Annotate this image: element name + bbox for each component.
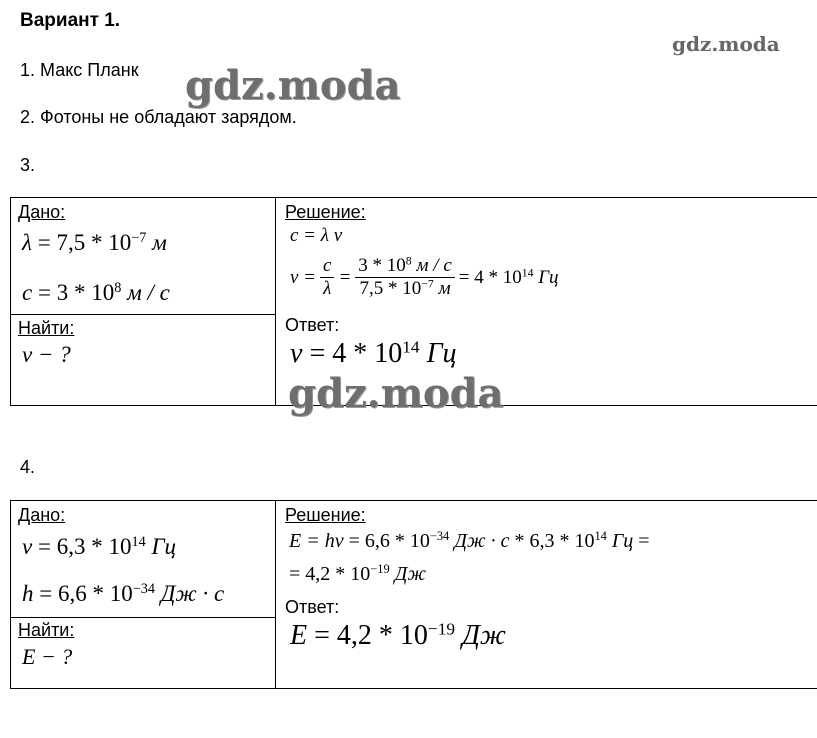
- task-3-formula-2: ν = $\frac{c}{\lambda}$ = $\frac{3 * 10^8 м / с}{7,5 * 10^{-7} м}$ = $4 * 10^{14}$ Гц: [290, 254, 559, 299]
- task-4-number: 4.: [20, 457, 36, 477]
- task-3-solution-label: Решение:: [285, 202, 366, 222]
- watermark-top: gdz.moda: [185, 62, 401, 109]
- task-4-given-frequency: $\nu = 6,3 * 10^{14}$ Гц: [22, 534, 177, 559]
- task-4-find-value: E − ?: [22, 644, 73, 669]
- task-4-given-label: Дано:: [18, 505, 66, 525]
- task-3-find-label: Найти:: [18, 318, 75, 338]
- task-4-answer-value: $E = 4,2 * 10^{-19}$ Дж: [290, 619, 506, 651]
- page-title: Вариант 1.: [20, 10, 121, 31]
- task-3-given-speed: $c = 3 * 10^8$ м / с: [22, 280, 170, 305]
- task-3-answer-label: Ответ:: [285, 315, 340, 335]
- task-4-given-planck: $h = 6,6 * 10^{-34}$ Дж · с: [22, 581, 225, 606]
- answer-1: 1. Макс Планк: [20, 60, 139, 80]
- task-3-given-label: Дано:: [18, 202, 66, 222]
- answer-2: 2. Фотоны не обладают зарядом.: [20, 107, 297, 127]
- watermark-top-right: gdz.moda: [672, 32, 780, 56]
- task-3-given-wavelength: $\lambda = 7,5 * 10^{-7}$ м: [22, 230, 167, 255]
- task-3-formula-1: c = λ ν: [290, 225, 343, 246]
- task-4-find-label: Найти:: [18, 620, 75, 640]
- task-4-divider: [275, 500, 276, 689]
- task-4-solution-label: Решение:: [285, 505, 366, 525]
- task-3-given-find-divider: [10, 314, 276, 315]
- task-3-answer-value: $\nu = 4 * 10^{14}$ Гц: [290, 337, 457, 369]
- watermark-middle: gdz.moda: [288, 370, 504, 417]
- task-3-find-value: ν − ?: [22, 342, 71, 367]
- task-3-divider: [275, 197, 276, 406]
- task-4-formula-2: = $4,2 * 10^{-19}$ Дж: [289, 562, 426, 585]
- task-4-formula-1: $E = h\nu = 6,6 * 10^{-34}$ Дж · с * $6,3 * 10^{14}$ Гц =: [289, 529, 650, 552]
- task-4-given-find-divider: [10, 617, 276, 618]
- task-3-number: 3.: [20, 155, 36, 175]
- task-4-answer-label: Ответ:: [285, 597, 340, 617]
